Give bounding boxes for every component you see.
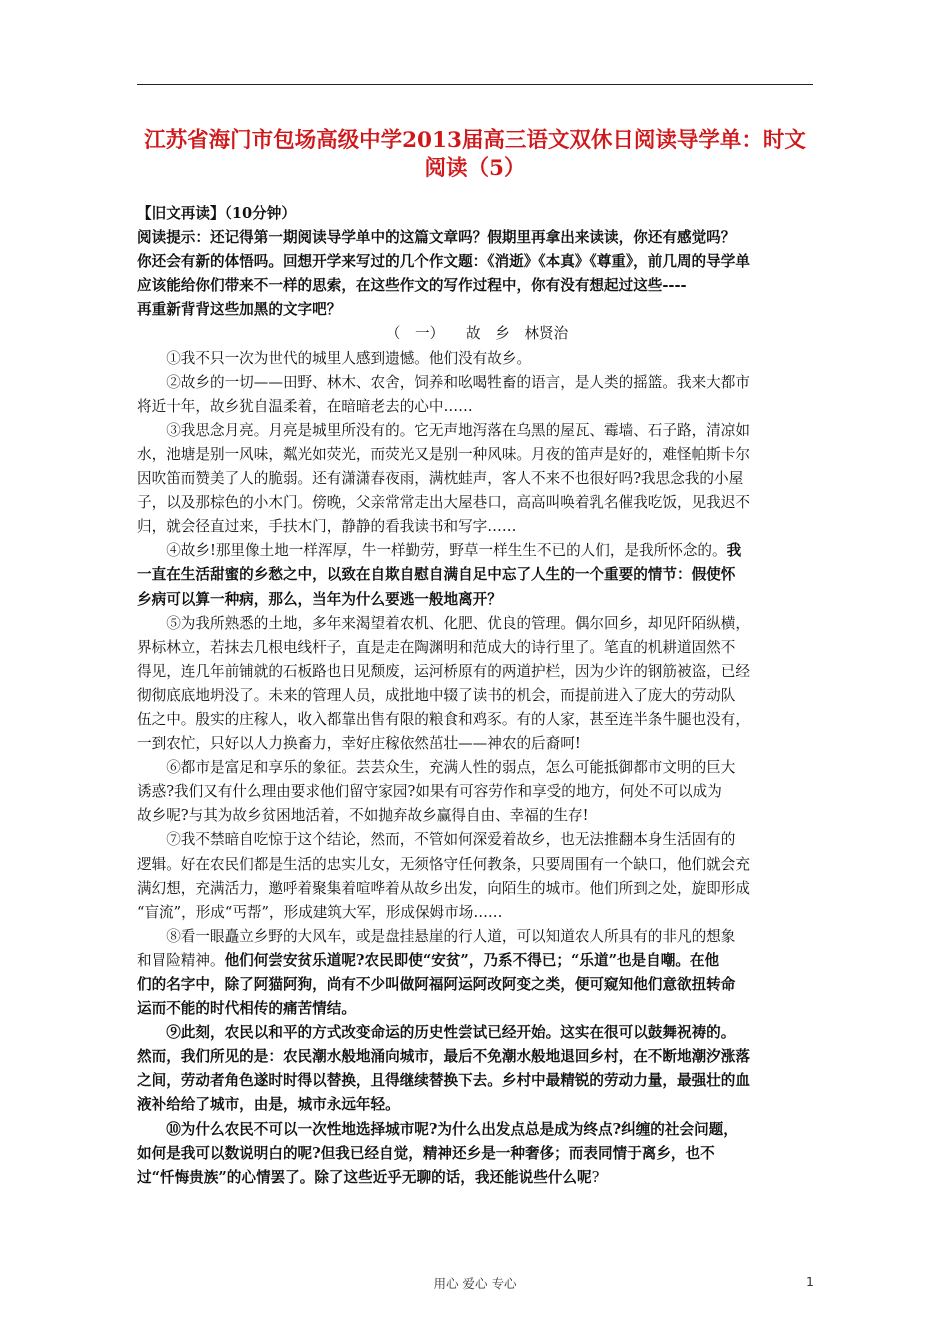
- text-run: ⑥都市是富足和享乐的象征。芸芸众生，充满人性的弱点，怎么可能抵御都市文明的巨大: [137, 759, 736, 777]
- text-line: [137, 371, 817, 395]
- bold-run: 们的名字中，除了阿猫阿狗，尚有不少叫做阿福阿运阿改阿变之类，便可窥知他们意欲扭转命: [137, 976, 736, 993]
- text-line: [137, 515, 817, 539]
- text-line: [137, 925, 817, 949]
- bold-run: 他们何尝安贫乐道呢?农民即使“安贫”，乃系不得已；“乐道”也是自嘲。在他: [224, 951, 720, 969]
- prompt-line: 再重新背背这些加黑的文字吧？: [137, 301, 342, 319]
- text-line: [137, 419, 817, 443]
- text-line: [137, 756, 817, 780]
- page-number: 1: [806, 1274, 814, 1289]
- text-run: 水，池塘是别一风味，粼光如荧光，而荧光又是别一种风味。月夜的笛声是好的，难怪帕斯卡尔: [137, 445, 750, 463]
- text-run: ①我不只一次为世代的城里人感到遗憾。他们没有故乡。: [137, 349, 532, 367]
- text-run: 得见，连几年前铺就的石板路也日见颓废，运河桥原有的两道护栏，因为少许的钢筋被盗，已经: [137, 662, 750, 680]
- text-run: 逻辑。好在农民们都是生活的忠实儿女，无须恪守任何教条，只要周围有一个缺口，他们就会充: [137, 855, 750, 873]
- text-run: 归，就会径直过来，手扶木门，静静的看我读书和写字……: [137, 518, 517, 536]
- text-line: [137, 1166, 817, 1190]
- text-line: [137, 1021, 817, 1045]
- text-run: 将近十年，故乡犹自温柔着，在暗暗老去的心中……: [137, 397, 473, 415]
- text-line: [137, 660, 817, 684]
- document-title: 江苏省海门市包场高级中学2013届高三语文双休日阅读导学单：时文阅读（5）: [144, 128, 806, 181]
- text-line: [137, 443, 817, 467]
- bold-run: 之间，劳动者角色遂时时得以替换，且得继续替换下去。乡村中最精锐的劳动力量，最强壮的血: [137, 1072, 750, 1090]
- text-line: [137, 684, 817, 708]
- text-line: [137, 997, 817, 1021]
- text-run: 界标林立，若抹去几根电线杆子，直是走在陶渊明和范成大的诗行里了。笔直的机耕道固然不: [137, 638, 736, 656]
- text-line: [137, 828, 817, 852]
- text-line: [137, 901, 817, 925]
- story-title: （ 一） 故 乡 林贤治: [385, 325, 569, 343]
- text-line: [137, 1093, 817, 1117]
- text-line: [137, 1069, 817, 1093]
- bold-run: 如何是我可以数说明白的呢?但我已经自觉，精神还乡是一种奢侈；而表同情于离乡，也不: [137, 1144, 715, 1162]
- text-line: [137, 949, 817, 973]
- text-line: [137, 877, 817, 901]
- text-run: 伍之中。殷实的庄稼人，收入都靠出售有限的粮食和鸡豕。有的人家，甚至连半条牛腿也没有，: [137, 710, 750, 728]
- text-line: [137, 491, 817, 515]
- text-run: 彻彻底底地坍没了。未来的管理人员，成批地中辍了读书的机会，而提前进入了庞大的劳动队: [137, 686, 736, 704]
- bold-run: 乡病可以算一种病，那么，当年为什么要逃一般地离开？: [137, 590, 502, 608]
- text-run: ⑦我不禁暗自吃惊于这个结论，然而，不管如何深爱着故乡，也无法推翻本身生活固有的: [137, 831, 736, 849]
- text-line: [137, 636, 817, 660]
- bold-run: 运而不能的时代相传的痛苦情结。: [137, 1000, 356, 1018]
- text-run: ⑤为我所熟悉的土地，多年来渴望着农机、化肥、优良的管理。偶尔回乡，却见阡陌纵横，: [137, 614, 750, 632]
- text-run: 和冒险精神。: [137, 951, 225, 969]
- text-line: [137, 732, 817, 756]
- text-line: [137, 1045, 817, 1069]
- document-body: [137, 202, 817, 1190]
- text-line: [137, 708, 817, 732]
- text-line: [137, 588, 817, 612]
- text-line: [137, 1142, 817, 1166]
- text-line: [137, 804, 817, 828]
- text-line: [137, 612, 817, 636]
- text-line: [137, 563, 817, 587]
- text-line: [137, 347, 817, 371]
- prompt-line: 应该能给你们带来不一样的思索，在这些作文的写作过程中，你有没有想起过这些----: [137, 277, 687, 295]
- bold-run: ⑨此刻，农民以和平的方式改变命运的历史性尝试已经开始。这实在很可以鼓舞祝祷的。: [137, 1024, 736, 1042]
- bold-run: ⑩为什么农民不可以一次性地选择城市呢?为什么出发点总是成为终点?纠缠的社会问题，: [137, 1120, 738, 1138]
- text-run: ②故乡的一切——田野、林木、农舍，饲养和吆喝牲畜的语言，是人类的摇篮。我来大都市: [137, 373, 750, 391]
- text-run: 故乡呢?与其为故乡贫困地活着，不如抛弃故乡赢得自由、幸福的生存!: [137, 807, 589, 825]
- bold-run: 然而，我们所见的是：农民潮水般地涌向城市，最后不免潮水般地退回乡村，在不断地潮汐涨落: [137, 1048, 750, 1066]
- prompt-line: 阅读提示：还记得第一期阅读导学单中的这篇文章吗？假期里再拿出来读读，你还有感觉吗？: [137, 229, 736, 247]
- text-run: ⑧看一眼矗立乡野的大风车，或是盘挂悬崖的行人道，可以知道农人所具有的非凡的想象: [137, 927, 736, 945]
- text-run: ④故乡!那里像土地一样浑厚，牛一样勤劳，野草一样生生不已的人们，是我所怀念的。: [137, 542, 727, 560]
- text-run: 因吹笛而赞美了人的脆弱。还有潇潇春夜雨，满枕蛙声，客人不来不也很好吗?我思念我的小屋: [137, 470, 744, 488]
- text-line: [137, 973, 817, 997]
- text-run: 满幻想，充满活力，邀呼着聚集着喧哗着从故乡出发，向陌生的城市。他们所到之处，旋即形成: [137, 879, 750, 897]
- section-label: 【旧文再读】（10分钟）: [137, 205, 296, 222]
- prompt-line: 你还会有新的体悟吗。回想开学来写过的几个作文题：《消逝》《本真》《尊重》，前几周的导学单: [137, 253, 750, 271]
- bold-run: 我: [726, 542, 742, 560]
- page-footer: 用心 爱心 专心: [433, 1276, 517, 1291]
- text-line: [137, 395, 817, 419]
- text-line: [137, 539, 817, 563]
- bold-run: 液补给给了城市，由是，城市永远年轻。: [137, 1096, 400, 1114]
- text-line: [137, 853, 817, 877]
- text-line: [137, 1118, 817, 1142]
- text-run: “盲流”，形成“丐帮”，形成建筑大军，形成保姆市场……: [137, 903, 503, 921]
- text-run: ③我思念月亮。月亮是城里所没有的。它无声地泻落在乌黑的屋瓦、霉墙、石子路，清凉如: [137, 421, 750, 439]
- text-run: 一到农忙，只好以人力换畜力，幸好庄稼依然茁壮——神农的后裔呵!: [137, 735, 581, 753]
- text-run: 子，以及那棕色的小木门。傍晚，父亲常常走出大屋巷口，高高叫唤着乳名催我吃饭，见我迟不: [137, 494, 750, 512]
- text-run: ?: [591, 1168, 600, 1186]
- bold-run: 过“忏悔贵族”的心情罢了。除了这些近乎无聊的话，我还能说些什么呢: [137, 1168, 592, 1186]
- text-run: 诱惑?我们又有什么理由要求他们留守家园?如果有可容劳作和享受的地方，何处不可以成为: [137, 783, 722, 801]
- text-line: [137, 780, 817, 804]
- header-rule: [137, 84, 813, 85]
- story-text: [137, 347, 817, 1190]
- text-line: [137, 467, 817, 491]
- bold-run: 一直在生活甜蜜的乡愁之中，以致在自欺自慰自满自足中忘了人生的一个重要的情节：假使怀: [137, 566, 736, 584]
